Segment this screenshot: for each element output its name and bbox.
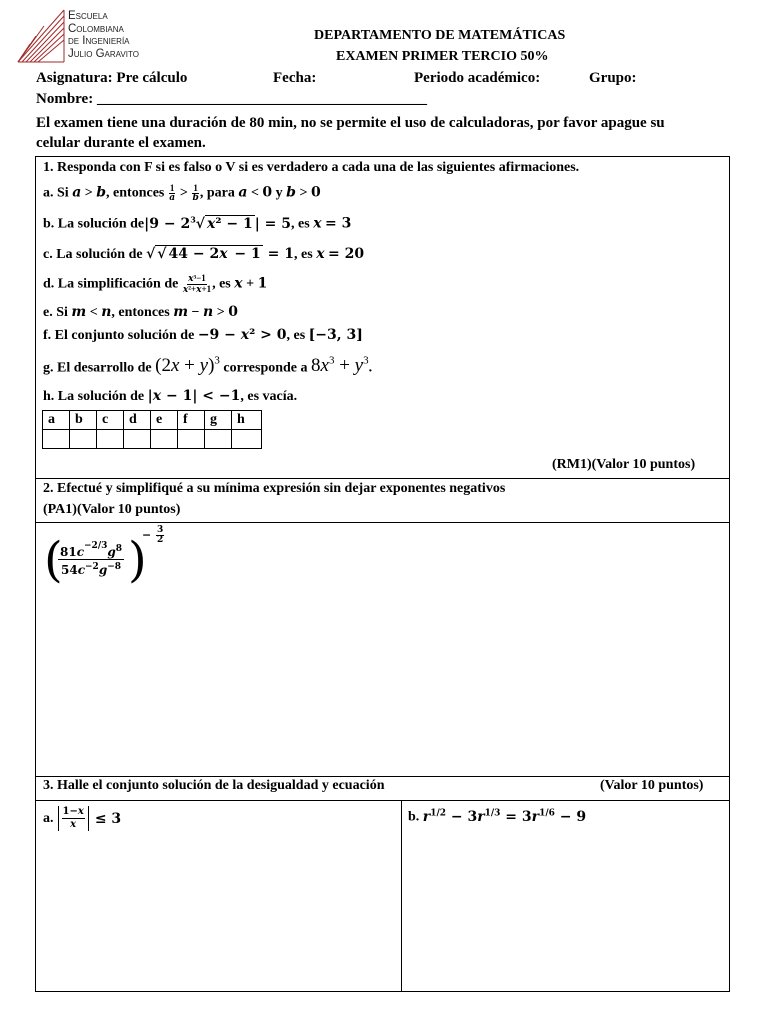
answer-header-a: a [43,411,70,430]
answer-header-f: f [178,411,205,430]
q3-title: 3. Halle el conjunto solución de la desigualdad y ecuación [43,778,385,793]
logo-line-2: Colombiana [68,22,124,35]
answer-header-g: g [205,411,232,430]
divider-q3-columns [401,800,402,992]
q1-title: 1. Responda con F si es falso o V si es verdadero a cada una de las siguientes afirmaciones. [43,160,580,175]
q1-item-g: g. El desarrollo de $(2x + y)^3$ corresponde a $8x^3 + y^3$. [43,355,373,377]
answer-cell-d[interactable] [124,430,151,449]
q1-item-c: c. La solución de √ √ 44 − 2x − 1 = 1, es x = 20 [43,246,365,262]
q3-score: (Valor 10 puntos) [600,778,704,793]
q3-item-b: b. $r^{1/2} - 3r^{1/3} = 3r^{1/6} - 9$ [408,808,587,825]
date-label: Fecha: [273,70,317,86]
logo-line-1: Escuela [68,10,108,22]
university-logo [16,6,166,64]
answer-cell-e[interactable] [151,430,178,449]
answer-header-c: c [97,411,124,430]
divider-q2-q3 [35,776,730,777]
answer-cell-h[interactable] [232,430,262,449]
answer-header-b: b [70,411,97,430]
answer-header-row [43,411,262,430]
logo-emblem-icon [16,6,68,64]
q1-item-f: f. El conjunto solución de −9 − x² > 0, es [−3, 3] [43,327,363,343]
divider-q2-header [35,522,730,523]
logo-line-3: de Ingeniería [68,35,130,47]
answer-cell-a[interactable] [43,430,70,449]
instructions-line-1: El examen tiene una duración de 80 min, no se permite el uso de calculadoras, por favor apague su [36,115,665,131]
group-label: Grupo: [589,70,637,86]
department-title: DEPARTAMENTO DE MATEMÁTICAS [314,28,566,43]
q2-score: (PA1)(Valor 10 puntos) [43,502,181,517]
answer-input-row [43,430,262,449]
instructions-line-2: celular durante el examen. [36,135,206,151]
answer-cell-c[interactable] [97,430,124,449]
subject-label: Asignatura: Pre cálculo [36,70,188,86]
q1-item-d: d. La simplificación de $\frac{\text{x³−1}}{\text{x²+x+1}}$ , es x + 1 [43,273,268,295]
name-field[interactable]: Nombre: ____________________________________________ [36,91,427,107]
answer-header-d: d [124,411,151,430]
answer-cell-f[interactable] [178,430,205,449]
divider-q3-header [35,800,730,801]
exam-title: EXAMEN PRIMER TERCIO 50% [336,49,549,64]
logo-line-4: Julio Garavito [68,47,139,60]
answer-cell-b[interactable] [70,430,97,449]
answer-header-h: h [232,411,262,430]
q1-score: (RM1)(Valor 10 puntos) [552,457,696,472]
q2-title: 2. Efectué y simplifiqué a su mínima expresión sin dejar exponentes negativos [43,481,506,496]
q1-item-a: a. Si a > b, entonces $\frac{1}{a}$ > $\frac{1}{b}$ , para a < 0 y b > 0 [43,183,321,203]
q3-item-a: a. $\frac{1-x}{x}$ ≤ 3 [43,806,122,830]
q1-item-b: b. La solución $de|9 - 2^3√$ x² − 1 | = 5, es x = 3 [43,214,352,232]
q1-answer-table [42,410,262,449]
answer-cell-g[interactable] [205,430,232,449]
answer-header-e: e [151,411,178,430]
divider-q1-q2 [35,478,730,479]
q1-item-h: h. La solución de |x − 1| < −1, es vacía. [43,388,298,404]
q1-item-e: e. Si m < n, entonces m − n > 0 [43,304,238,320]
period-label: Periodo académico: [414,70,541,86]
